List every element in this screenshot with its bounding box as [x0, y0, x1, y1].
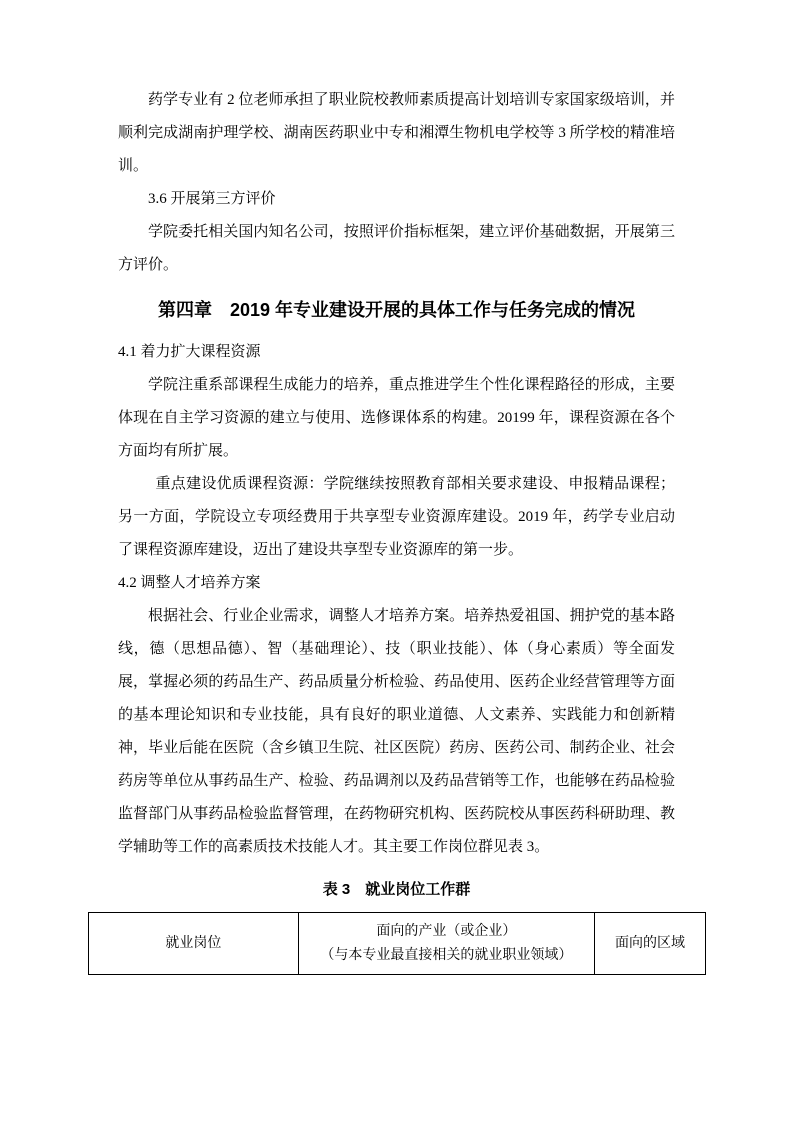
paragraph-talent-plan: 根据社会、行业企业需求，调整人才培养方案。培养热爱祖国、拥护党的基本路线，德（思想品德）、智（基础理论）、技（职业技能）、体（身心素质）等全面发展，掌握必须的药品生产、药品质量分析检验、药品使用、医药企业经营管理等方面的基本理论知识和专业技能，具有良好的职业道德、人文素养、实践能力和创新精神，毕业后能在医院（含乡镇卫生院、社区医院）药房、医药公司、制药企业、社会药房等单位从事药品生产、检验、药品调剂以及药品营销等工作，也能够在药品检验监督部门从事药品检验监督管理，在药物研究机构、医药院校从事医药科研助理、教学辅助等工作的高素质技术技能人才。其主要工作岗位群见表 3。: [118, 608, 675, 855]
heading-4-2: 4.2 调整人才培养方案: [118, 575, 261, 591]
heading-4-1: 4.1 着力扩大课程资源: [118, 344, 261, 360]
jobs-table: [88, 912, 706, 975]
jobs-table-header-row: [89, 913, 706, 975]
jobs-table-col-industry-line2: （与本专业最直接相关的就业职业领域）: [320, 947, 573, 963]
paragraph-course-resources-1: 学院注重系部课程生成能力的培养，重点推进学生个性化课程路径的形成，主要体现在自主学习资源的建立与使用、选修课体系的构建。20199 年，课程资源在各个方面均有所扩展。: [118, 377, 675, 459]
paragraph-third-party-eval: 学院委托相关国内知名公司，按照评价指标框架，建立评价基础数据，开展第三方评价。: [118, 224, 675, 273]
paragraph-pharmacy-training: 药学专业有 2 位老师承担了职业院校教师素质提高计划培训专家国家级培训，并顺利完成湖南护理学校、湖南医药职业中专和湘潭生物机电学校等 3 所学校的精准培训。: [118, 92, 675, 174]
jobs-table-col-position: 就业岗位: [89, 913, 299, 975]
heading-3-6: 3.6 开展第三方评价: [148, 191, 276, 207]
jobs-table-col-industry-line1: 面向的产业（或企业）: [376, 923, 517, 939]
jobs-table-col-region: 面向的区域: [594, 913, 705, 975]
paragraph-course-resources-2: 重点建设优质课程资源：学院继续按照教育部相关要求建设、申报精品课程；另一方面，学院设立专项经费用于共享型专业资源库建设。2019 年，药学专业启动了课程资源库建设，迈出了建设共享型专业资源库的第一步。: [118, 476, 675, 558]
chapter-4-heading: 第四章 2019 年专业建设开展的具体工作与任务完成的情况: [157, 300, 636, 320]
document-content: [118, 84, 685, 975]
table-3-caption: 表 3 就业岗位工作群: [322, 881, 471, 898]
jobs-table-col-industry: [298, 913, 594, 975]
